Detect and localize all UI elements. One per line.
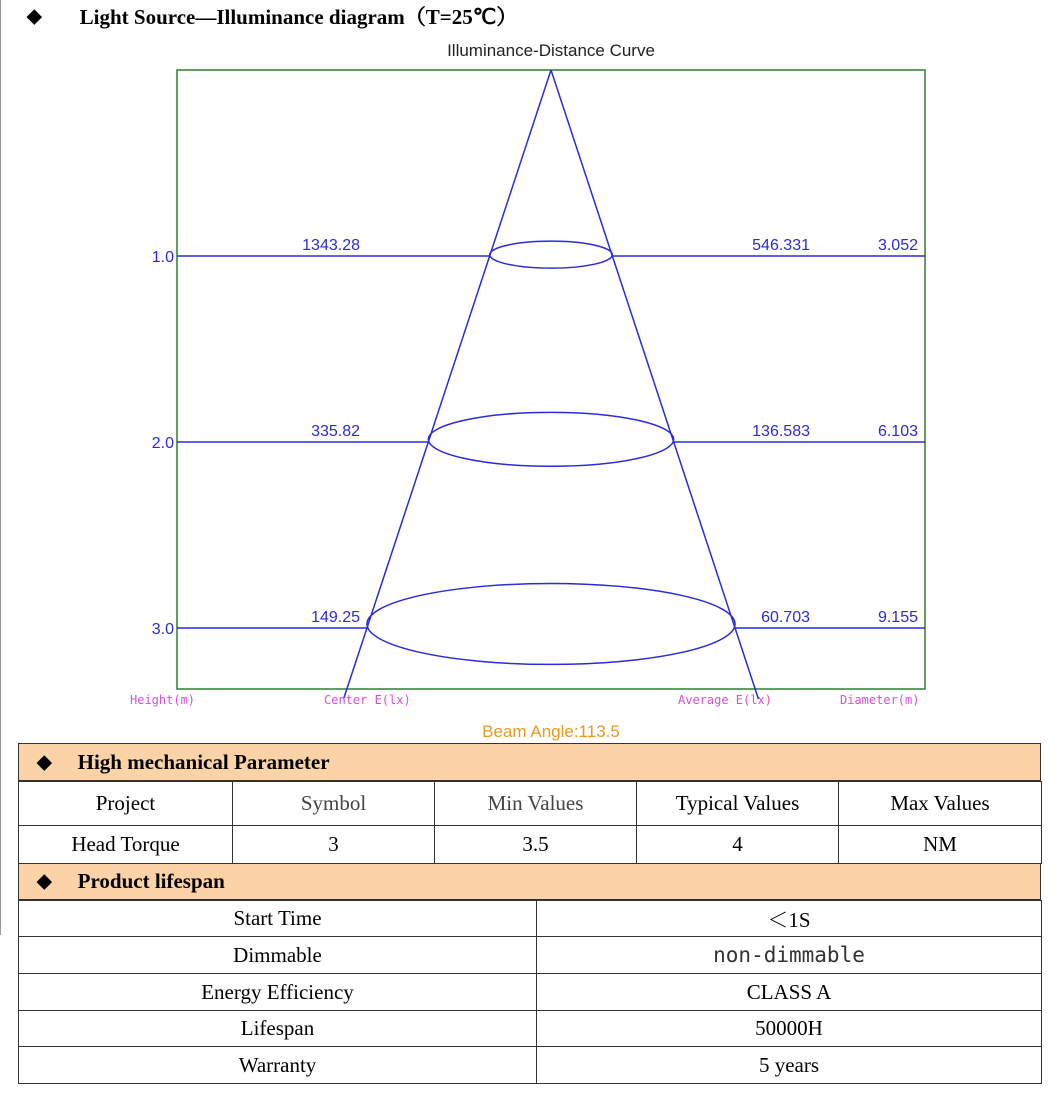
mechanical-section-header — [18, 743, 1041, 781]
diamond-bullet-icon: ◆ — [27, 5, 42, 27]
section-heading-illuminance — [27, 0, 517, 32]
illuminance-diagram — [0, 32, 1060, 747]
height-tick-label: 3.0 — [151, 621, 174, 638]
beam-spot-ellipse — [490, 241, 613, 268]
diamond-bullet-icon: ◆ — [37, 871, 52, 892]
center-illuminance-label: 335.82 — [311, 423, 360, 440]
axis-label-height: Height(m) — [130, 693, 196, 707]
table-row — [19, 974, 1042, 1011]
center-illuminance-label: 149.25 — [311, 609, 360, 626]
lifespan-section-header — [18, 863, 1041, 900]
table-row — [19, 826, 1042, 864]
axis-label-average: Average E(lx) — [678, 693, 772, 707]
axis-label-center: Center E(lx) — [324, 693, 411, 707]
average-illuminance-label: 546.331 — [752, 237, 810, 254]
beam-spot-ellipse — [428, 412, 673, 466]
table-row — [19, 1011, 1042, 1047]
lifespan-value: non-dimmable — [537, 937, 1042, 974]
lifespan-label: Energy Efficiency — [19, 974, 537, 1011]
chart-frame — [177, 70, 925, 689]
beam-cone-right-edge — [551, 70, 758, 699]
heading-text: Light Source—Illuminance diagram（T=25℃） — [79, 5, 518, 29]
lifespan-value: 50000H — [537, 1011, 1042, 1047]
table-cell: 3.5 — [435, 826, 637, 864]
lifespan-value: ＜1S — [537, 901, 1042, 937]
height-tick-label: 1.0 — [151, 249, 174, 266]
mechanical-table — [18, 781, 1042, 864]
table-cell: 3 — [233, 826, 435, 864]
diameter-label: 3.052 — [877, 237, 918, 254]
beam-cone-left-edge — [344, 70, 551, 699]
beam-angle-label: Beam Angle:113.5 — [482, 722, 620, 741]
header-cell: Min Values — [435, 782, 637, 826]
lifespan-label: Warranty — [19, 1047, 537, 1084]
chart-title: Illuminance-Distance Curve — [447, 41, 655, 60]
mechanical-title: High mechanical Parameter — [77, 749, 330, 774]
header-cell: Typical Values — [637, 782, 839, 826]
lifespan-label: Start Time — [19, 901, 537, 937]
lifespan-label: Lifespan — [19, 1011, 537, 1047]
diameter-label: 9.155 — [877, 609, 918, 626]
table-row — [19, 1047, 1042, 1084]
lifespan-label: Dimmable — [19, 937, 537, 974]
header-cell: Symbol — [233, 782, 435, 826]
lifespan-table — [18, 900, 1042, 1084]
lifespan-title: Product lifespan — [77, 869, 225, 893]
center-illuminance-label: 1343.28 — [302, 237, 360, 254]
table-cell: NM — [839, 826, 1042, 864]
lifespan-value: 5 years — [537, 1047, 1042, 1084]
table-row — [19, 901, 1042, 937]
header-cell: Project — [19, 782, 233, 826]
diameter-label: 6.103 — [877, 423, 918, 440]
beam-spot-ellipse — [367, 583, 735, 664]
table-cell: Head Torque — [19, 826, 233, 864]
average-illuminance-label: 136.583 — [752, 423, 810, 440]
diamond-bullet-icon: ◆ — [37, 751, 52, 773]
table-row — [19, 937, 1042, 974]
height-tick-label: 2.0 — [151, 435, 174, 452]
header-cell: Max Values — [839, 782, 1042, 826]
axis-label-diameter: Diameter(m) — [840, 693, 920, 707]
lifespan-value: CLASS A — [537, 974, 1042, 1011]
average-illuminance-label: 60.703 — [761, 609, 810, 626]
table-cell: 4 — [637, 826, 839, 864]
mechanical-header-row — [19, 782, 1042, 826]
